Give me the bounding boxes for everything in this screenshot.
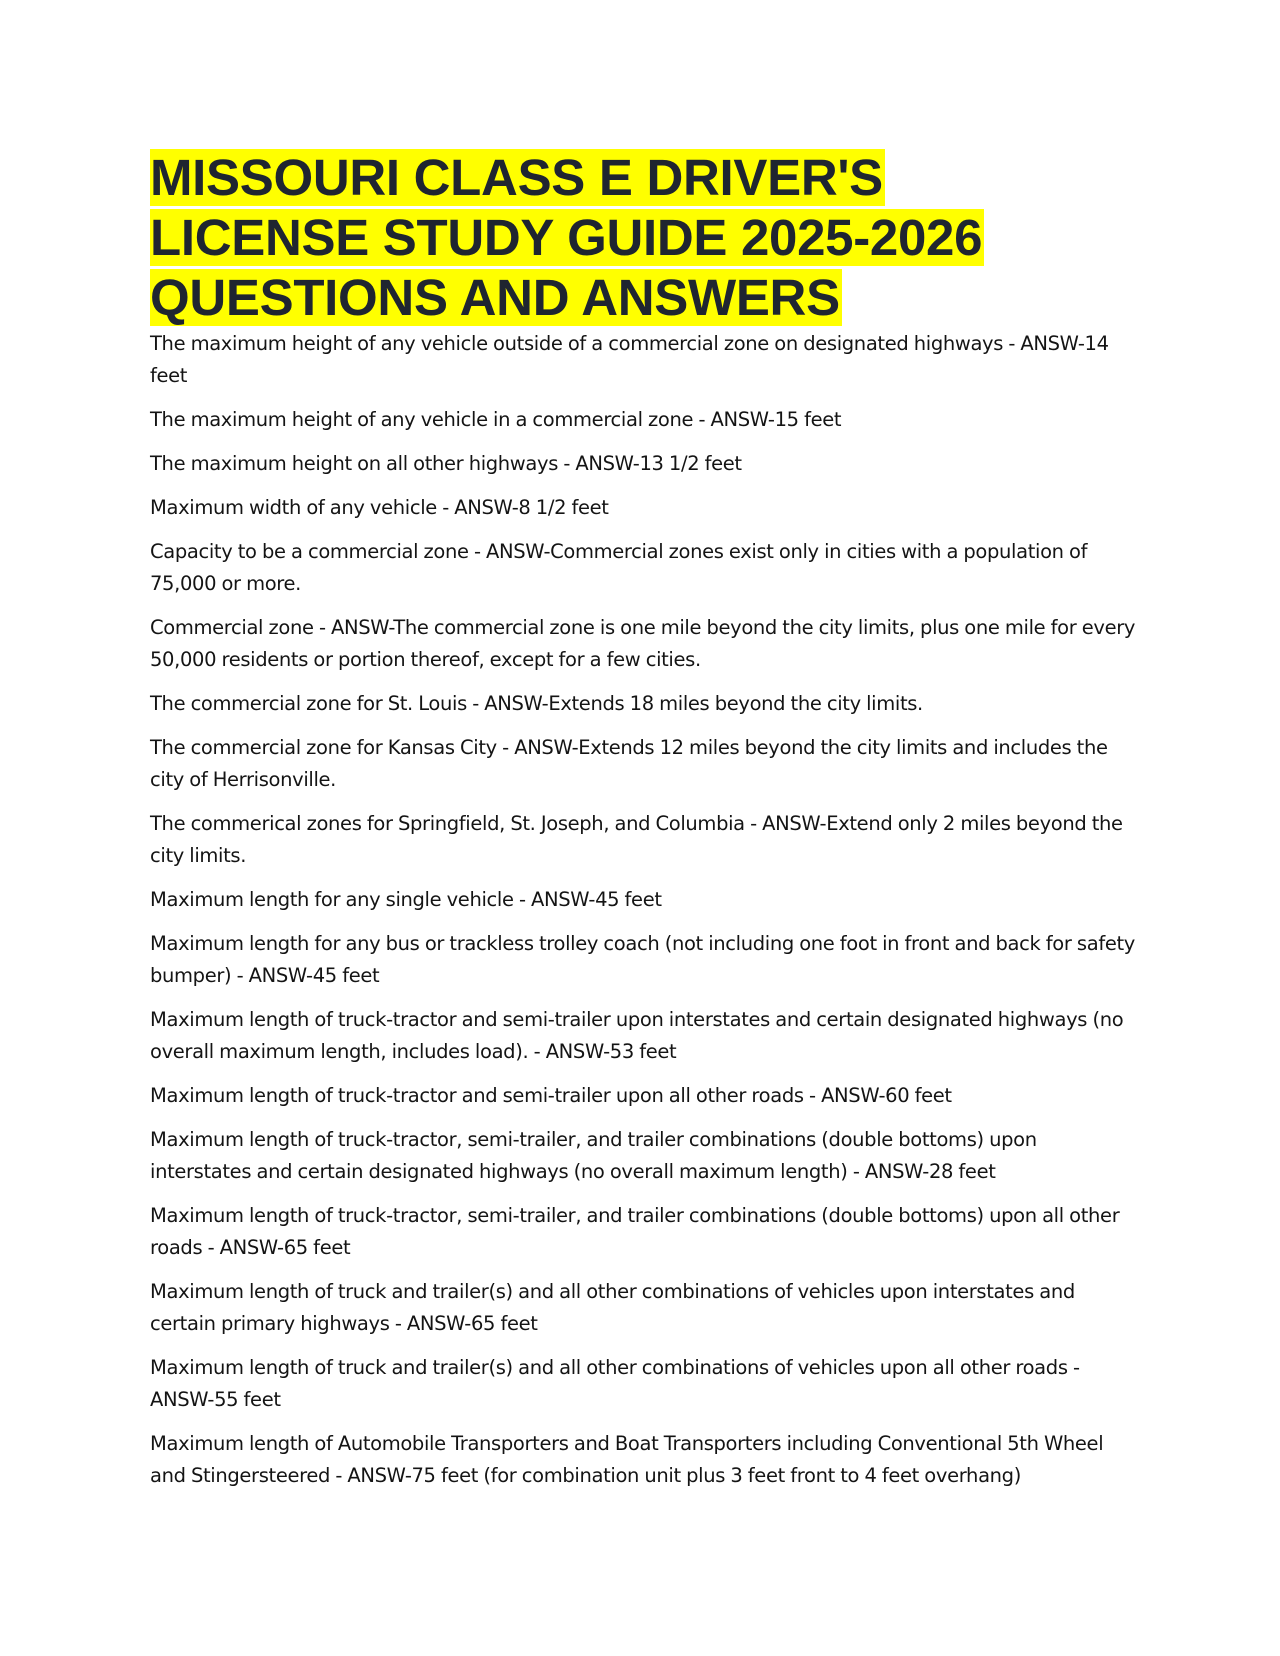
title-line: MISSOURI CLASS E DRIVER'S [150,149,883,206]
qa-item: The commerical zones for Springfield, St. Joseph, and Columbia - ANSW-Extend only 2 miles beyond the city limits. [150,812,1123,867]
qa-item: Maximum length of truck-tractor and semi-trailer upon interstates and certain designated highways (no overall maximum length, includes load). - ANSW-53 feet [150,1008,1124,1063]
qa-item: Maximum width of any vehicle - ANSW-8 1/2 feet [150,496,609,519]
qa-item: Maximum length for any bus or trackless trolley coach (not including one foot in front and back for safety bumper) - ANSW-45 feet [150,932,1135,987]
title-line: LICENSE STUDY GUIDE 2025-2026 [150,209,983,266]
qa-item: Maximum length of truck-tractor, semi-trailer, and trailer combinations (double bottoms) upon interstates and certain designated highways (no overall maximum length) - ANSW-28 feet [150,1128,1037,1183]
qa-item: Maximum length of truck-tractor, semi-trailer, and trailer combinations (double bottoms) upon all other roads - ANSW-65 feet [150,1204,1120,1259]
qa-item: Capacity to be a commercial zone - ANSW-Commercial zones exist only in cities with a population of 75,000 or more. [150,540,1088,595]
document-page [150,148,1140,1504]
qa-item: Commercial zone - ANSW-The commercial zone is one mile beyond the city limits, plus one mile for every 50,000 residents or portion thereof, except for a few cities. [150,616,1136,671]
qa-list [150,328,1140,1492]
qa-item: Maximum length for any single vehicle - ANSW-45 feet [150,888,662,911]
qa-item: Maximum length of truck-tractor and semi-trailer upon all other roads - ANSW-60 feet [150,1084,952,1107]
qa-item: The maximum height of any vehicle outside of a commercial zone on designated highways - ANSW-14 feet [150,332,1109,387]
qa-item: Maximum length of Automobile Transporters and Boat Transporters including Conventional 5th Wheel and Stingersteered - ANSW-75 feet (for combination unit plus 3 feet front to 4 feet overhang) [150,1432,1104,1487]
document-title [150,148,1140,328]
qa-item: Maximum length of truck and trailer(s) and all other combinations of vehicles upon interstates and certain primary highways - ANSW-65 feet [150,1280,1075,1335]
qa-item: The commercial zone for St. Louis - ANSW-Extends 18 miles beyond the city limits. [150,692,923,715]
qa-item: The maximum height of any vehicle in a commercial zone - ANSW-15 feet [150,408,842,431]
title-line: QUESTIONS AND ANSWERS [150,269,840,326]
qa-item: The maximum height on all other highways - ANSW-13 1/2 feet [150,452,742,475]
qa-item: Maximum length of truck and trailer(s) and all other combinations of vehicles upon all other roads - ANSW-55 feet [150,1356,1080,1411]
qa-item: The commercial zone for Kansas City - ANSW-Extends 12 miles beyond the city limits and includes the city of Herrisonville. [150,736,1108,791]
